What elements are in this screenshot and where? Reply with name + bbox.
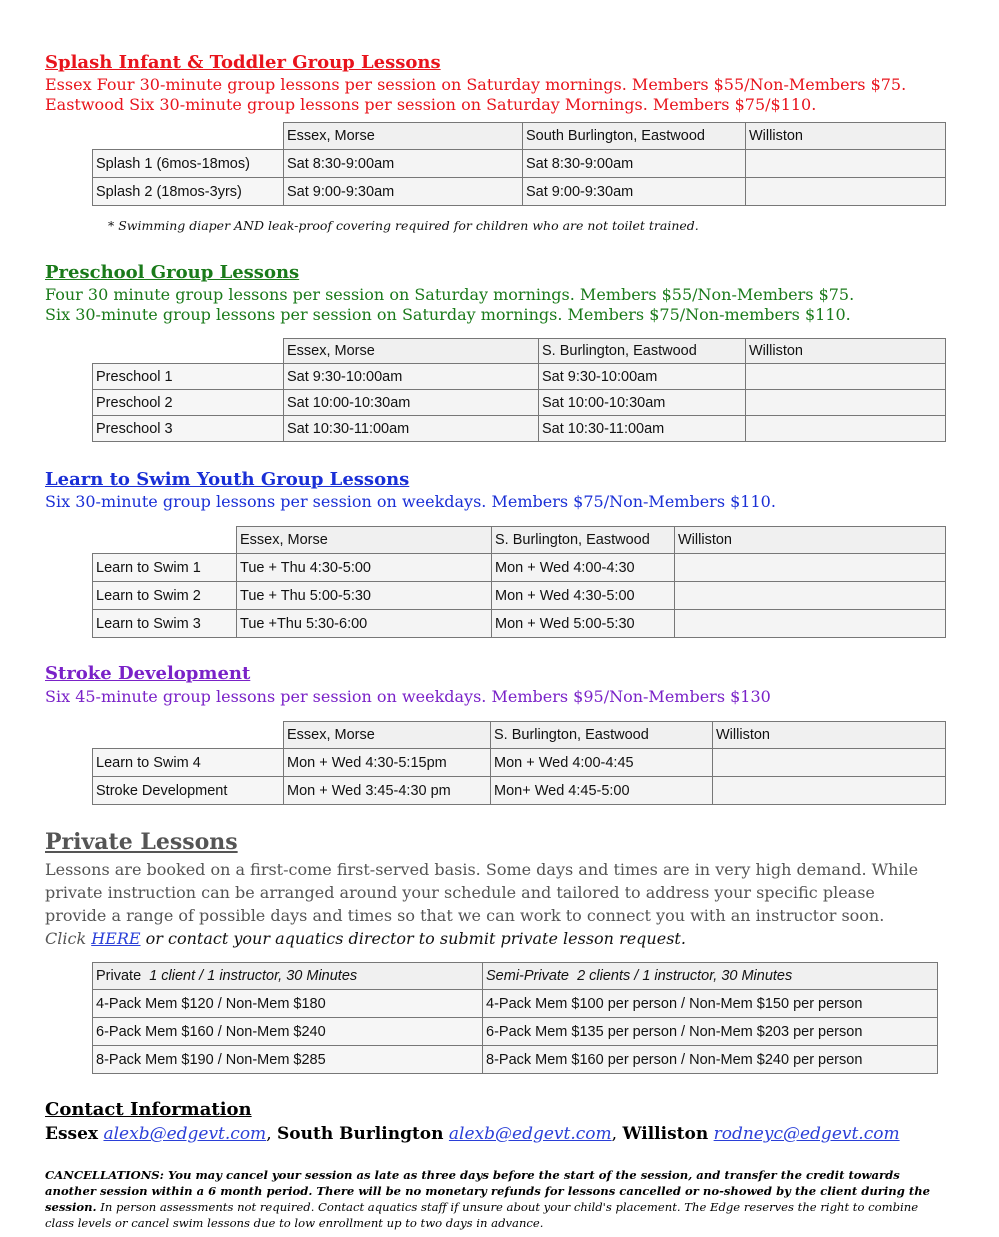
table-corner bbox=[93, 527, 237, 554]
table-corner bbox=[93, 339, 284, 364]
col-header-essex: Essex, Morse bbox=[237, 527, 492, 554]
table-row bbox=[93, 749, 946, 777]
class-name: Stroke Development bbox=[93, 777, 284, 805]
class-name: Learn to Swim 1 bbox=[93, 554, 237, 582]
col-header-williston: Williston bbox=[713, 722, 946, 749]
time-essex: Mon + Wed 4:30-5:15pm bbox=[284, 749, 491, 777]
private-label: Private bbox=[96, 968, 142, 984]
table-corner bbox=[93, 123, 284, 150]
time-williston bbox=[746, 390, 946, 416]
private-para-line-1: Lessons are booked on a first-come first-served basis. Some days and times are in very high demand. While bbox=[45, 860, 919, 879]
col-header-south-burlington: S. Burlington, Eastwood bbox=[492, 527, 675, 554]
col-header-south-burlington: S. Burlington, Eastwood bbox=[539, 339, 746, 364]
time-essex: Sat 8:30-9:00am bbox=[284, 150, 523, 178]
preschool-schedule-table bbox=[92, 338, 946, 442]
class-name: Learn to Swim 3 bbox=[93, 610, 237, 638]
table-row bbox=[93, 582, 946, 610]
essex-email-link[interactable]: alexb@edgevt.com bbox=[103, 1124, 267, 1144]
private-para-line-2: private instruction can be arranged around your schedule and tailored to address your specific please bbox=[45, 883, 875, 902]
contact-title: Contact Information bbox=[45, 1099, 252, 1120]
essex-label: Essex bbox=[45, 1124, 99, 1144]
splash-schedule-table bbox=[92, 122, 946, 206]
south-burlington-email-link[interactable]: alexb@edgevt.com bbox=[448, 1124, 612, 1144]
table-row bbox=[93, 150, 946, 178]
table-row bbox=[93, 416, 946, 442]
contact-line bbox=[45, 1124, 900, 1144]
table-row bbox=[93, 554, 946, 582]
time-south-burlington: Mon + Wed 4:00-4:30 bbox=[492, 554, 675, 582]
splash-line-essex: Essex Four 30-minute group lessons per session on Saturday mornings. Members $55/Non-Members $75. bbox=[45, 75, 907, 94]
private-pricing-table bbox=[92, 962, 938, 1074]
learn-to-swim-title: Learn to Swim Youth Group Lessons bbox=[45, 469, 410, 490]
time-south-burlington: Sat 10:30-11:00am bbox=[539, 416, 746, 442]
table-row bbox=[93, 990, 938, 1018]
semi-private-price: 8-Pack Mem $160 per person / Non-Mem $240 per person bbox=[483, 1046, 938, 1074]
time-south-burlington: Sat 10:00-10:30am bbox=[539, 390, 746, 416]
table-row bbox=[93, 610, 946, 638]
private-price: 6-Pack Mem $160 / Non-Mem $240 bbox=[93, 1018, 483, 1046]
col-header-williston: Williston bbox=[675, 527, 946, 554]
col-header-williston: Williston bbox=[746, 123, 946, 150]
time-williston bbox=[675, 582, 946, 610]
time-williston bbox=[713, 777, 946, 805]
time-williston bbox=[746, 178, 946, 206]
time-williston bbox=[675, 610, 946, 638]
cancellation-extra-text: In person assessments not required. Contact aquatics staff if unsure about your child's placement. The Edge reserves the right to combine class levels or cancel swim lessons due to low enrollment up to two days in advance. bbox=[45, 1200, 919, 1230]
class-name: Splash 2 (18mos-3yrs) bbox=[93, 178, 284, 206]
time-essex: Tue + Thu 4:30-5:00 bbox=[237, 554, 492, 582]
preschool-title: Preschool Group Lessons bbox=[45, 262, 300, 283]
semi-private-price: 6-Pack Mem $135 per person / Non-Mem $203 per person bbox=[483, 1018, 938, 1046]
private-para-line-4 bbox=[45, 929, 686, 948]
col-header-essex: Essex, Morse bbox=[284, 123, 523, 150]
col-header-williston: Williston bbox=[746, 339, 946, 364]
time-essex: Sat 10:30-11:00am bbox=[284, 416, 539, 442]
time-essex: Mon + Wed 3:45-4:30 pm bbox=[284, 777, 491, 805]
time-south-burlington: Mon + Wed 4:00-4:45 bbox=[491, 749, 713, 777]
williston-label: Williston bbox=[622, 1124, 709, 1144]
time-williston bbox=[746, 364, 946, 390]
private-detail: 1 client / 1 instructor, 30 Minutes bbox=[149, 968, 358, 984]
table-row bbox=[93, 178, 946, 206]
stroke-line: Six 45-minute group lessons per session on weekdays. Members $95/Non-Members $130 bbox=[45, 687, 771, 706]
col-header-essex: Essex, Morse bbox=[284, 722, 491, 749]
table-row bbox=[93, 390, 946, 416]
time-south-burlington: Sat 9:00-9:30am bbox=[523, 178, 746, 206]
col-header-south-burlington: S. Burlington, Eastwood bbox=[491, 722, 713, 749]
stroke-title: Stroke Development bbox=[45, 663, 251, 684]
time-south-burlington: Mon + Wed 4:30-5:00 bbox=[492, 582, 675, 610]
col-header-essex: Essex, Morse bbox=[284, 339, 539, 364]
table-row bbox=[93, 777, 946, 805]
williston-email-link[interactable]: rodneyc@edgevt.com bbox=[713, 1124, 900, 1144]
table-row bbox=[93, 1018, 938, 1046]
cancellation-policy bbox=[45, 1167, 950, 1231]
class-name: Splash 1 (6mos-18mos) bbox=[93, 150, 284, 178]
time-essex: Sat 9:00-9:30am bbox=[284, 178, 523, 206]
learn-to-swim-line: Six 30-minute group lessons per session on weekdays. Members $75/Non-Members $110. bbox=[45, 492, 776, 511]
class-name: Learn to Swim 2 bbox=[93, 582, 237, 610]
request-text: or contact your aquatics director to submit private lesson request. bbox=[140, 929, 686, 948]
time-essex: Sat 10:00-10:30am bbox=[284, 390, 539, 416]
private-title: Private Lessons bbox=[45, 829, 238, 855]
class-name: Preschool 3 bbox=[93, 416, 284, 442]
class-name: Preschool 2 bbox=[93, 390, 284, 416]
click-prefix: Click bbox=[45, 929, 92, 948]
separator: , bbox=[266, 1124, 277, 1144]
time-williston bbox=[746, 150, 946, 178]
preschool-line-1: Four 30 minute group lessons per session on Saturday mornings. Members $55/Non-Members $75. bbox=[45, 285, 855, 304]
splash-line-eastwood: Eastwood Six 30-minute group lessons per session on Saturday Mornings. Members $75/$110. bbox=[45, 95, 817, 114]
table-row bbox=[93, 364, 946, 390]
preschool-line-2: Six 30-minute group lessons per session on Saturday mornings. Members $75/Non-members $110. bbox=[45, 305, 851, 324]
time-williston bbox=[675, 554, 946, 582]
cancellation-bold-text: CANCELLATIONS: You may cancel your session as late as three days before the start of the session, and transfer the credit towards another session within a 6 month period. There will be no monetary refunds for lessons cancelled or no-showed by the client during the session. bbox=[45, 1168, 930, 1214]
private-price: 8-Pack Mem $190 / Non-Mem $285 bbox=[93, 1046, 483, 1074]
semi-private-price: 4-Pack Mem $100 per person / Non-Mem $150 per person bbox=[483, 990, 938, 1018]
stroke-schedule-table bbox=[92, 721, 946, 805]
semi-private-label: Semi-Private bbox=[486, 968, 569, 984]
learn-to-swim-schedule-table bbox=[92, 526, 946, 638]
time-south-burlington: Mon+ Wed 4:45-5:00 bbox=[491, 777, 713, 805]
time-south-burlington: Sat 8:30-9:00am bbox=[523, 150, 746, 178]
class-name: Preschool 1 bbox=[93, 364, 284, 390]
diaper-note: * Swimming diaper AND leak-proof covering required for children who are not toilet trained. bbox=[108, 218, 699, 233]
separator: , bbox=[611, 1124, 623, 1144]
table-row bbox=[93, 1046, 938, 1074]
south-burlington-label: South Burlington bbox=[277, 1124, 444, 1144]
here-link[interactable]: HERE bbox=[91, 929, 141, 948]
time-essex: Sat 9:30-10:00am bbox=[284, 364, 539, 390]
semi-private-detail: 2 clients / 1 instructor, 30 Minutes bbox=[577, 968, 793, 984]
col-header-south-burlington: South Burlington, Eastwood bbox=[523, 123, 746, 150]
time-essex: Tue + Thu 5:00-5:30 bbox=[237, 582, 492, 610]
private-para-line-3: provide a range of possible days and times so that we can work to connect you with an instructor soon. bbox=[45, 906, 885, 925]
splash-title: Splash Infant & Toddler Group Lessons bbox=[45, 52, 441, 73]
col-header-private bbox=[93, 963, 483, 990]
class-name: Learn to Swim 4 bbox=[93, 749, 284, 777]
time-essex: Tue +Thu 5:30-6:00 bbox=[237, 610, 492, 638]
time-south-burlington: Mon + Wed 5:00-5:30 bbox=[492, 610, 675, 638]
time-williston bbox=[746, 416, 946, 442]
time-south-burlington: Sat 9:30-10:00am bbox=[539, 364, 746, 390]
table-corner bbox=[93, 722, 284, 749]
private-price: 4-Pack Mem $120 / Non-Mem $180 bbox=[93, 990, 483, 1018]
time-williston bbox=[713, 749, 946, 777]
col-header-semi-private bbox=[483, 963, 938, 990]
